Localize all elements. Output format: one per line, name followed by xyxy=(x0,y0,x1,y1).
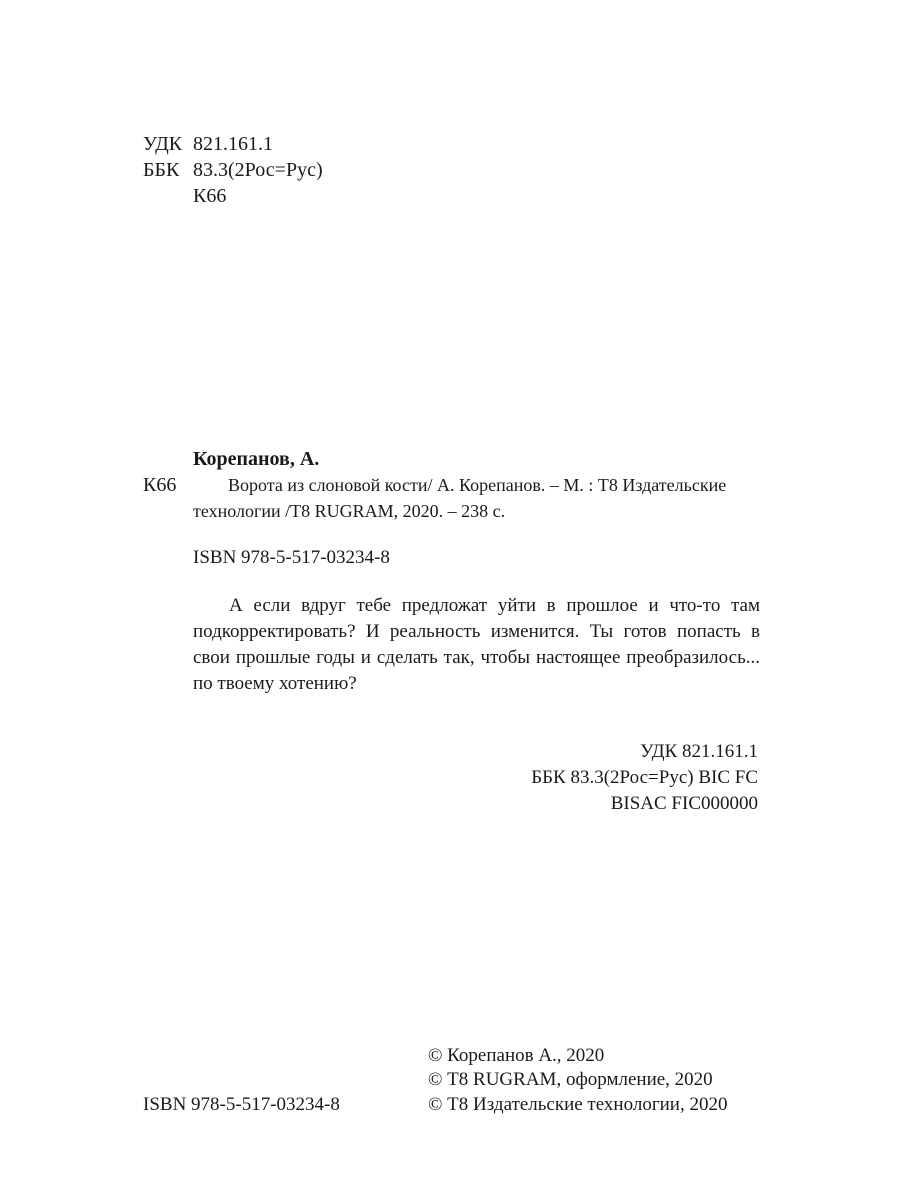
annotation xyxy=(193,593,760,697)
bibliographic-line-1: Ворота из слоновой кости/ А. Корепанов. – М. : Т8 Издательские xyxy=(228,475,727,495)
bibliographic-line-2: технологии /Т8 RUGRAM, 2020. – 238 с. xyxy=(193,501,506,521)
bbk-line-right: ББК 83.3(2Рос=Рус) BIC FC xyxy=(531,767,758,788)
isbn-card: ISBN 978-5-517-03234-8 xyxy=(193,547,390,568)
author-mark-top: К66 xyxy=(193,185,227,207)
udk-label: УДК xyxy=(143,133,183,155)
copyright-publisher: © Т8 Издательские технологии, 2020 xyxy=(428,1094,728,1115)
copyright-design: © Т8 RUGRAM, оформление, 2020 xyxy=(428,1069,713,1090)
bbk-label: ББК xyxy=(143,159,180,181)
udk-line-top xyxy=(143,131,273,157)
udk-line-right: УДК 821.161.1 xyxy=(640,741,758,762)
author-mark-card: К66 xyxy=(143,474,177,496)
udk-value: 821.161.1 xyxy=(193,133,273,155)
author-heading: Корепанов, А. xyxy=(193,448,320,470)
bisac-line: BISAC FIC000000 xyxy=(610,793,758,814)
annotation-text: А если вдруг тебе предложат уйти в прошлое и что-то там подкорректировать? И реальность изменится. Ты готов попасть в свои прошлые годы и сделать так, чтобы настоящее преобразилось... по твоему хотению? xyxy=(193,595,760,694)
bbk-value: 83.3(2Рос=Рус) xyxy=(193,159,323,181)
isbn-footer: ISBN 978-5-517-03234-8 xyxy=(143,1094,340,1115)
bbk-line-top xyxy=(143,157,323,183)
copyright-author: © Корепанов А., 2020 xyxy=(428,1045,605,1066)
